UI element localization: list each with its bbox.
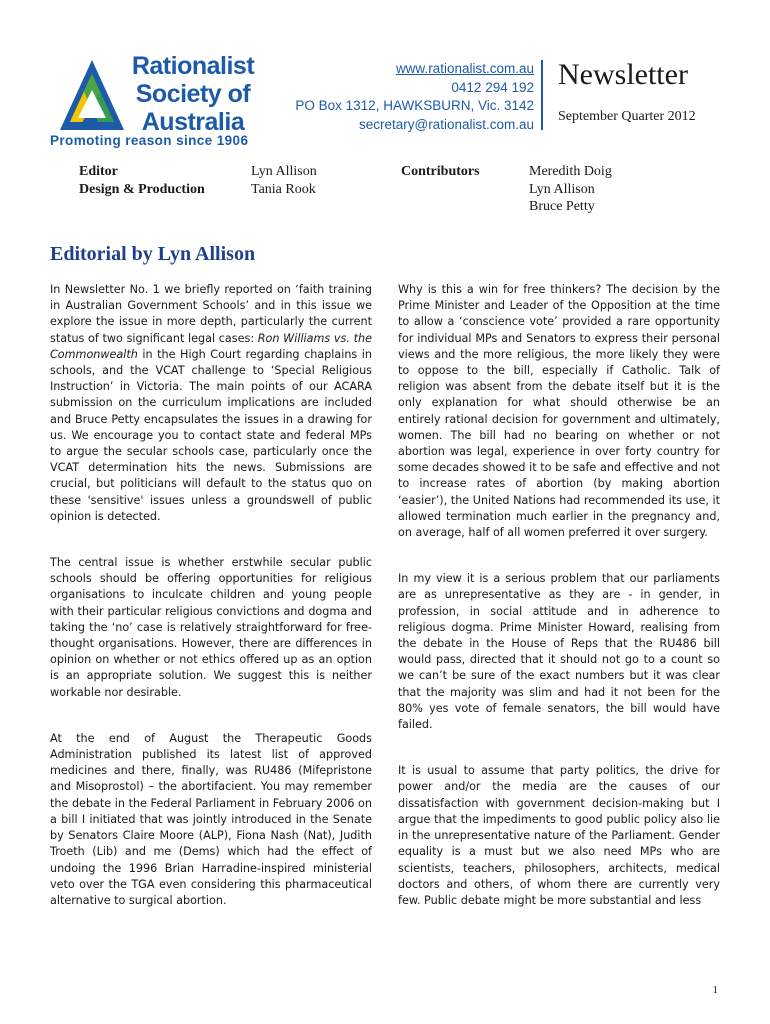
role-design: Design & Production [79,181,205,197]
contact-block [295,60,534,134]
website-link[interactable]: www.rationalist.com.au [395,61,534,76]
editorial-column-left [50,282,372,939]
paragraph: At the end of August the Therapeutic Goods Administration published its latest list of approved medicines and there, finally, was RU486 (Mifepristone and Misoprostol) – the abortifacient. You may remember the debate in the Federal Parliament in February 2006 on a bill I initiated that was jointly introduced in the Senate by Senators Claire Moore (ALP), Fiona Nash (Nat), Judith Troeth (Lib) and me (Dems) which had the effect of undoing the 1996 Brian Harradine-inspired ministerial veto over the TGA even considering this pharmaceutical alternative to surgical abortion. [50,731,372,907]
case-name: Ron Williams vs. the Commonwealth [50,331,372,361]
paragraph: The central issue is whether erstwhile secular public schools should be offering opportunities for religious organisations to inculcate children and young people with their particular religious convictions and dogma and taking the ‘no’ case is relatively straightforward for free-thought organisations. However, there are differences in opinion on whether or not ethics offered up as an option is an appropriate solution. We suggest this is neither workable nor desirable. [50,556,372,699]
contributor: Bruce Petty [529,199,595,214]
contributors-list [529,163,612,216]
contributor: Lyn Allison [529,181,595,197]
page-number: 1 [712,984,718,996]
contributors-label: Contributors [401,164,480,179]
editorial-heading: Editorial by Lyn Allison [50,243,256,265]
editor-name: Lyn Allison [251,164,317,179]
paragraph: In Newsletter No. 1 we briefly reported on ‘faith training in Australian Government Schools’ and in this issue we explore the issue in more depth, particularly the current status of two significant legal cases: Ron Williams vs. the Commonwealth in the High Court regarding chaplains in schools, and the VCAT challenge to ‘Special Religious Instruction’ in Victoria. The main points of our ACARA submission on the curriculum implications are included and Bruce Petty encapsulates the issues in a drawing for us. We encourage you to contact state and federal MPs to argue the secular schools case, particularly once the VCAT determination hits the news. Submissions are crucial, but politicians will default to the status quo on these 'sensitive' issues unless a groundswell of public opinion is detected. [50,283,372,523]
designer-name: Tania Rook [251,181,316,197]
role-editor: Editor [79,164,118,179]
newsletter-issue: September Quarter 2012 [558,109,696,124]
header-divider [541,60,543,130]
email-address[interactable]: secretary@rationalist.com.au [358,116,534,132]
paragraph: In my view it is a serious problem that our parliaments are as unrepresentative as they are - in gender, in profession, in social attitude and in adherence to religious dogma. Prime Minister Howard, realising from the debate in the House of Reps that the RU486 bill would pass, directed that it should not go to a count so we can’t be sure of the exact numbers but it was clear that the majority was slim and had it not been for the 80% yes vote of female senators, the bill would have failed. [398,572,720,732]
phone-number: 0412 294 192 [451,79,534,95]
org-name: Rationalist Society of Australia [131,52,255,136]
credits-names [251,163,317,198]
credits-roles [79,163,205,198]
newsletter-title: Newsletter [558,58,688,91]
paragraph: Why is this a win for free thinkers? The decision by the Prime Minister and Leader of the Opposition at the time to allow a ‘conscience vote’ provided a rare opportunity for individual MPs and Senators to express their personal views and the more religious, the more likely they were to oppose to the bill, especially if Catholic. Talk of religion was absent from the debate itself but it is the only explanation for what should otherwise be an entirely rational decision for government and ultimately, women. The bill had no bearing on whether or not abortion was legal, experience in over forty country for some decades showed it to be safe and effective and not to increase rates of abortion (by making abortion ‘easier’), the United Nations had recommended its use, it allowed termination much earlier in the pregnancy and, on average, half of all women preferred it over surgery. [398,283,720,540]
paragraph: It is usual to assume that party politics, the drive for power and/or the media are the causes of our dissatisfaction with government decision-making but I argue that the impediments to good public policy also lie in the unrepresentative nature of the Parliament. Gender equality is a must but we also need MPs who are scientists, teachers, philosophers, architects, medical doctors and others, of whom there are currently very few. Public debate might be more substantial and less [398,764,720,907]
editorial-column-right [398,282,720,939]
org-tagline: Promoting reason since 1906 [50,133,249,148]
postal-address: PO Box 1312, HAWKSBURN, Vic. 3142 [295,98,534,113]
contributor: Meredith Doig [529,164,612,179]
